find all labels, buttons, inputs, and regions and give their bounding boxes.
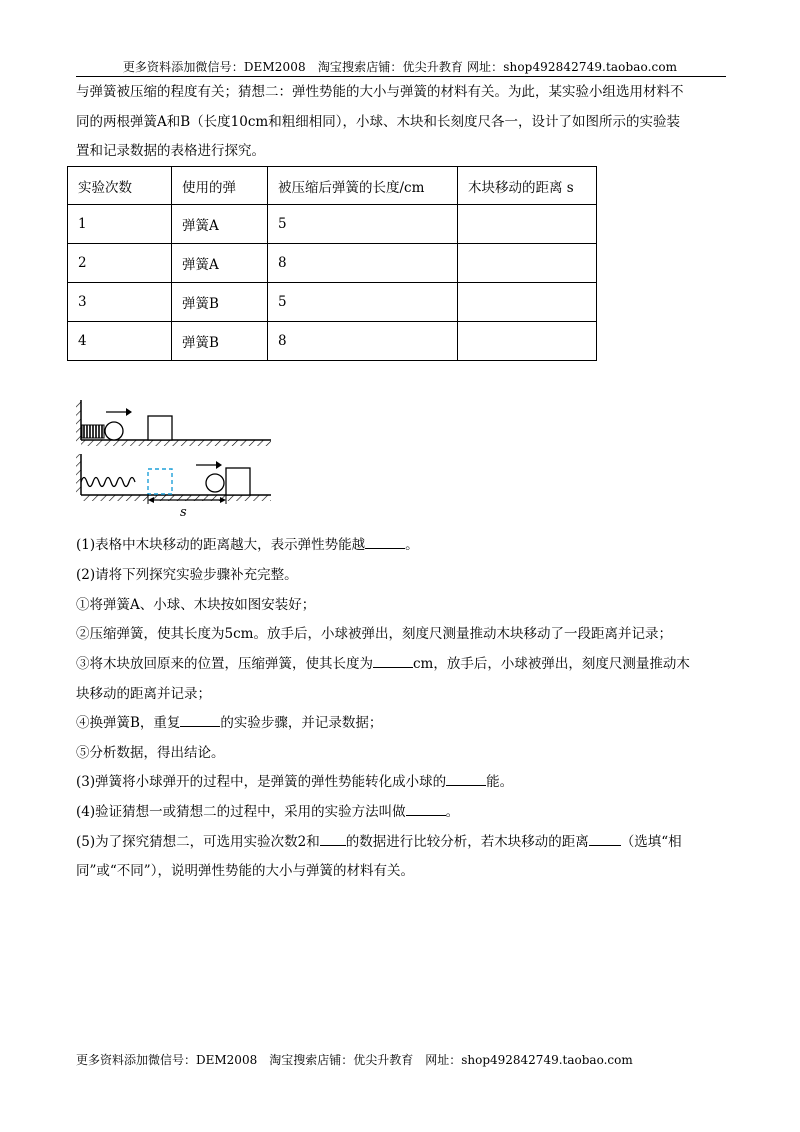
answer-blank[interactable] [320,832,346,847]
table-cell: 8 [268,244,458,283]
table-row [68,322,597,361]
answer-blank[interactable] [446,772,486,787]
question-5-text-c: （选填“相 [620,834,682,850]
page-footer: 更多资料添加微信号：DEM2008 淘宝搜索店铺：优尖升教育 网址：shop492842749.taobao.com [76,1053,633,1067]
question-3 [76,770,513,790]
table-cell: 2 [68,244,172,283]
step-5: ⑤分析数据，得出结论。 [76,745,225,761]
compressed-spring [82,425,104,438]
table-row [68,244,597,283]
question-3-text-b: 能。 [486,774,514,790]
step-3-text-b: cm，放手后，小球被弹出，刻度尺测量推动木 [413,656,690,672]
step-3-continued: 块移动的距离并记录； [76,686,211,702]
answer-blank[interactable] [589,832,621,847]
intro-line-3: 置和记录数据的表格进行探究。 [76,143,265,159]
step-3-text-a: ③将木块放回原来的位置，压缩弹簧，使其长度为 [76,656,373,672]
wood-block [148,416,172,440]
step-4-text-b: 的实验步骤，并记录数据； [220,715,383,731]
table-cell [458,205,597,244]
floor-hatch [81,440,271,446]
table-header-cell: 实验次数 [68,167,172,205]
step-3 [76,652,690,672]
table-header-cell: 使用的弹 [172,167,268,205]
question-5-text-b: 的数据进行比较分析，若木块移动的距离 [345,834,589,850]
step-4-text-a: ④换弹簧B，重复 [76,715,181,731]
setup-after-launch [76,454,271,518]
answer-blank[interactable] [406,802,446,817]
question-1-text: (1)表格中木块移动的距离越大，表示弹性势能越 [76,537,366,553]
question-1-end: 。 [405,537,419,553]
table-cell: 弹簧A [172,205,268,244]
table-row [68,205,597,244]
table-cell [458,244,597,283]
table-header-row [68,167,597,205]
table-header-cell: 被压缩后弹簧的长度/cm [268,167,458,205]
distance-label: s [180,505,187,518]
arrow-right-icon [106,408,132,416]
page-header: 更多资料添加微信号：DEM2008 淘宝搜索店铺：优尖升教育 网址：shop492842749.taobao.com [122,60,678,74]
table-cell: 4 [68,322,172,361]
answer-blank[interactable] [373,654,413,669]
answer-blank[interactable] [180,713,220,728]
table-cell: 3 [68,283,172,322]
setup-before-launch [76,400,271,446]
question-2: (2)请将下列探究实验步骤补充完整。 [76,567,298,583]
table-row [68,283,597,322]
answer-blank[interactable] [365,535,405,550]
block-original-position [148,469,172,494]
question-3-text-a: (3)弹簧将小球弹开的过程中，是弹簧的弹性势能转化成小球的 [76,774,447,790]
table-cell [458,322,597,361]
ball [105,422,123,440]
header-divider [76,76,726,77]
record-table [67,166,597,361]
intro-line-1: 与弹簧被压缩的程度有关；猜想二：弹性势能的大小与弹簧的材料有关。为此，某实验小组选用材料不 [76,84,684,100]
step-1: ①将弹簧A、小球、木块按如图安装好； [76,597,316,613]
question-4-text-b: 。 [445,804,460,820]
table-cell: 8 [268,322,458,361]
ball [206,474,224,492]
question-4 [76,800,459,820]
table-cell: 弹簧A [172,244,268,283]
table-cell: 弹簧B [172,283,268,322]
table-header-cell: 木块移动的距离 s [458,167,597,205]
extended-spring [81,478,135,487]
question-5 [76,830,682,850]
table-cell: 1 [68,205,172,244]
table-cell: 弹簧B [172,322,268,361]
question-5-continued: 同”或“不同”），说明弹性势能的大小与弹簧的材料有关。 [76,863,414,879]
apparatus-figure [76,398,276,518]
table-cell: 5 [268,283,458,322]
intro-line-2: 同的两根弹簧A和B（长度10cm和粗细相同），小球、木块和长刻度尺各一，设计了如图所示的实验装 [76,114,680,130]
question-5-text-a: (5)为了探究猜想二，可选用实验次数2和 [76,834,320,850]
arrow-right-icon [196,461,222,469]
wood-block [226,468,250,495]
question-1 [76,533,419,553]
table-cell: 5 [268,205,458,244]
table-cell [458,283,597,322]
step-4 [76,711,382,731]
question-4-text-a: (4)验证猜想一或猜想二的过程中，采用的实验方法叫做 [76,804,406,820]
step-2: ②压缩弹簧，使其长度为5cm。放手后，小球被弹出，刻度尺测量推动木块移动了一段距离并记录； [76,626,672,642]
